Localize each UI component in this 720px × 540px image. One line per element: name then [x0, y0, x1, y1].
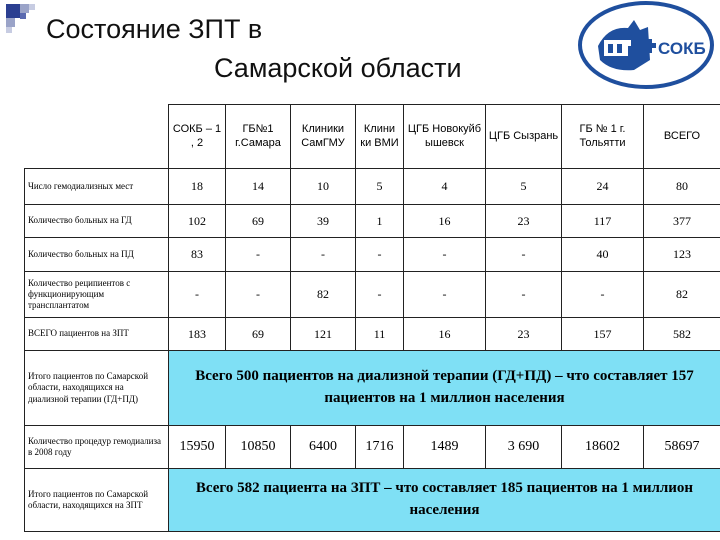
- table-cell: -: [291, 238, 356, 272]
- table-cell: 24: [562, 169, 644, 205]
- table-cell: 58697: [644, 426, 720, 469]
- table-row: [25, 272, 720, 318]
- table-cell: 10850: [226, 426, 291, 469]
- row-label: Итого пациентов по Самарской области, находящихся на ЗПТ: [25, 469, 169, 532]
- table-cell: 6400: [291, 426, 356, 469]
- table-cell: 1489: [404, 426, 486, 469]
- table-cell: 82: [291, 272, 356, 318]
- table-cell: 80: [644, 169, 720, 205]
- table-cell: -: [169, 272, 226, 318]
- table-cell: -: [486, 272, 562, 318]
- table-cell: -: [486, 238, 562, 272]
- table-cell: 5: [486, 169, 562, 205]
- table-cell: 5: [356, 169, 404, 205]
- table-row: [25, 469, 720, 532]
- row-label: Количество процедур гемодиализа в 2008 году: [25, 426, 169, 469]
- table-cell: 582: [644, 318, 720, 351]
- row-label: Итого пациентов по Самарской области, находящихся на диализной терапии (ГД+ПД): [25, 351, 169, 426]
- row-label: Количество реципиентов с функционирующим трансплантатом: [25, 272, 169, 318]
- table-row: [25, 169, 720, 205]
- table-row: [25, 318, 720, 351]
- table-cell: -: [356, 238, 404, 272]
- row-label: Количество больных на ГД: [25, 205, 169, 238]
- table-cell: -: [226, 272, 291, 318]
- table-cell: 83: [169, 238, 226, 272]
- table-cell: 1716: [356, 426, 404, 469]
- table-cell: 16: [404, 205, 486, 238]
- column-header: ЦГБ Сызрань: [486, 105, 562, 169]
- header-row: [25, 105, 720, 169]
- table-cell: 3 690: [486, 426, 562, 469]
- logo-lettering: СОКБ: [658, 39, 706, 58]
- table-cell: 121: [291, 318, 356, 351]
- table-cell: 82: [644, 272, 720, 318]
- table-cell: 4: [404, 169, 486, 205]
- header-corner: [25, 105, 169, 169]
- table-cell: 123: [644, 238, 720, 272]
- row-label: Количество больных на ПД: [25, 238, 169, 272]
- column-header: ГБ№1 г.Самара: [226, 105, 291, 169]
- table-cell: 69: [226, 205, 291, 238]
- column-header: ВСЕГО: [644, 105, 720, 169]
- slide-title-line2: Самарской области: [214, 53, 462, 83]
- summary-dialysis: Всего 500 пациентов на диализной терапии (ГД+ПД) – что составляет 157 пациентов на 1 миллион населения: [169, 351, 720, 426]
- table-row: [25, 351, 720, 426]
- zpt-table: [24, 104, 720, 532]
- table-cell: 11: [356, 318, 404, 351]
- table-cell: 39: [291, 205, 356, 238]
- table-cell: -: [404, 238, 486, 272]
- slide-title-line1: Состояние ЗПТ в: [46, 14, 263, 44]
- row-label: Число гемодиализных мест: [25, 169, 169, 205]
- table-cell: 23: [486, 205, 562, 238]
- table-cell: 15950: [169, 426, 226, 469]
- column-header: ГБ № 1 г. Тольятти: [562, 105, 644, 169]
- table-cell: 1: [356, 205, 404, 238]
- table-row: [25, 238, 720, 272]
- summary-zpt: Всего 582 пациента на ЗПТ – что составляет 185 пациентов на 1 миллион населения: [169, 469, 720, 532]
- table-row: [25, 205, 720, 238]
- table-cell: 102: [169, 205, 226, 238]
- table-cell: 69: [226, 318, 291, 351]
- table-cell: 10: [291, 169, 356, 205]
- table-cell: 16: [404, 318, 486, 351]
- table-cell: 14: [226, 169, 291, 205]
- table-cell: 117: [562, 205, 644, 238]
- table-cell: 18: [169, 169, 226, 205]
- table-cell: -: [562, 272, 644, 318]
- table-cell: 183: [169, 318, 226, 351]
- table-cell: -: [404, 272, 486, 318]
- table-cell: 23: [486, 318, 562, 351]
- table-cell: -: [226, 238, 291, 272]
- table-cell: 18602: [562, 426, 644, 469]
- column-header: Клиники СамГМУ: [291, 105, 356, 169]
- column-header: ЦГБ Новокуйб ышевск: [404, 105, 486, 169]
- column-header: СОКБ – 1 , 2: [169, 105, 226, 169]
- row-label: ВСЕГО пациентов на ЗПТ: [25, 318, 169, 351]
- column-header: Клини ки ВМИ: [356, 105, 404, 169]
- table-cell: 40: [562, 238, 644, 272]
- table-row: [25, 426, 720, 469]
- table-cell: 377: [644, 205, 720, 238]
- table-cell: 157: [562, 318, 644, 351]
- sokb-logo: [578, 0, 720, 90]
- table-cell: -: [356, 272, 404, 318]
